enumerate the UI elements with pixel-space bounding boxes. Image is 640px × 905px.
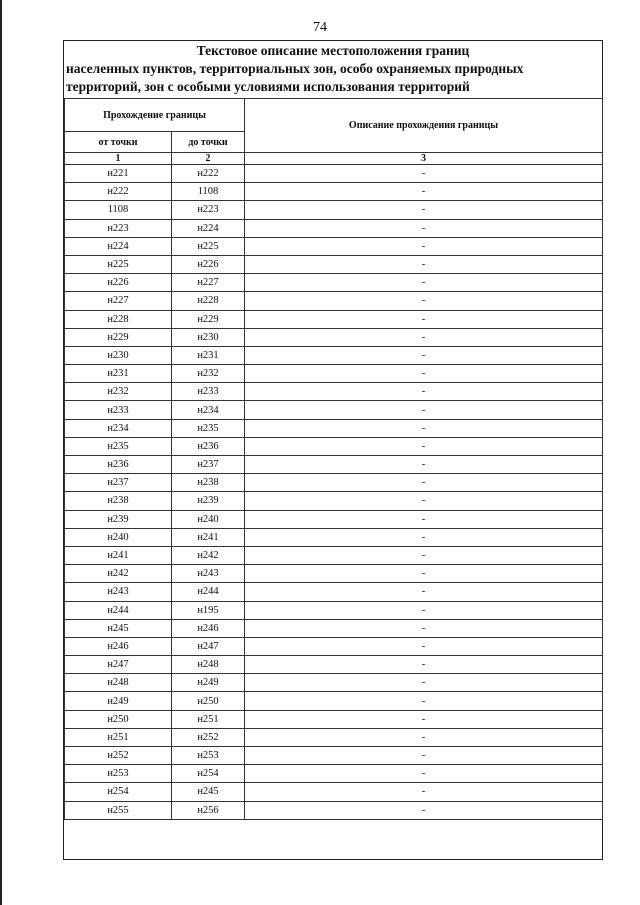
from-point-cell: н224 [65, 237, 172, 255]
from-point-cell: н250 [65, 710, 172, 728]
description-cell: - [245, 747, 603, 765]
description-cell: - [245, 165, 603, 183]
description-cell: - [245, 219, 603, 237]
from-point-header: от точки [65, 132, 172, 153]
from-point-cell: н233 [65, 401, 172, 419]
to-point-cell: н251 [172, 710, 245, 728]
table-row [65, 783, 603, 801]
boundary-passage-header: Прохождение границы [65, 99, 245, 132]
table-row [65, 601, 603, 619]
from-point-cell: н254 [65, 783, 172, 801]
column-number-2: 2 [172, 153, 245, 165]
description-cell: - [245, 565, 603, 583]
empty-footer-cell [65, 819, 603, 858]
table-row [65, 528, 603, 546]
description-cell: - [245, 656, 603, 674]
to-point-cell: н224 [172, 219, 245, 237]
scan-left-edge [0, 0, 2, 905]
from-point-cell: н244 [65, 601, 172, 619]
description-cell: - [245, 201, 603, 219]
from-point-cell: н242 [65, 565, 172, 583]
description-cell: - [245, 255, 603, 273]
empty-footer-row [65, 819, 603, 858]
description-cell: - [245, 619, 603, 637]
description-cell: - [245, 783, 603, 801]
description-cell: - [245, 401, 603, 419]
from-point-cell: н229 [65, 328, 172, 346]
table-row [65, 201, 603, 219]
title-line-3: территорий, зон с особыми условиями использования территорий [66, 79, 470, 94]
table-row [65, 383, 603, 401]
to-point-cell: н252 [172, 728, 245, 746]
table-row [65, 546, 603, 564]
description-cell: - [245, 728, 603, 746]
to-point-cell: н244 [172, 583, 245, 601]
description-cell: - [245, 765, 603, 783]
table-row [65, 346, 603, 364]
table-row [65, 328, 603, 346]
to-point-cell: н231 [172, 346, 245, 364]
to-point-cell: н228 [172, 292, 245, 310]
from-point-cell: н230 [65, 346, 172, 364]
from-point-cell: н222 [65, 183, 172, 201]
column-number-3: 3 [245, 153, 603, 165]
from-point-cell: н234 [65, 419, 172, 437]
to-point-cell: н235 [172, 419, 245, 437]
description-cell: - [245, 492, 603, 510]
from-point-cell: н232 [65, 383, 172, 401]
to-point-cell: н253 [172, 747, 245, 765]
table-row [65, 637, 603, 655]
to-point-cell: н239 [172, 492, 245, 510]
description-cell: - [245, 456, 603, 474]
to-point-cell: н250 [172, 692, 245, 710]
from-point-cell: н248 [65, 674, 172, 692]
table-row [65, 365, 603, 383]
from-point-cell: н235 [65, 437, 172, 455]
to-point-cell: н237 [172, 456, 245, 474]
from-point-cell: н238 [65, 492, 172, 510]
table-row [65, 165, 603, 183]
to-point-cell: н242 [172, 546, 245, 564]
to-point-cell: н240 [172, 510, 245, 528]
table-row [65, 728, 603, 746]
table-row [65, 565, 603, 583]
to-point-cell: н246 [172, 619, 245, 637]
description-cell: - [245, 292, 603, 310]
description-cell: - [245, 710, 603, 728]
description-cell: - [245, 801, 603, 819]
from-point-cell: н249 [65, 692, 172, 710]
to-point-cell: н247 [172, 637, 245, 655]
to-point-cell: н236 [172, 437, 245, 455]
from-point-cell: н237 [65, 474, 172, 492]
column-number-row [65, 153, 603, 165]
table-row [65, 656, 603, 674]
table-row [65, 747, 603, 765]
table-row [65, 219, 603, 237]
to-point-cell: н245 [172, 783, 245, 801]
table-row [65, 255, 603, 273]
description-cell: - [245, 383, 603, 401]
description-cell: - [245, 437, 603, 455]
to-point-cell: н227 [172, 274, 245, 292]
description-cell: - [245, 601, 603, 619]
table-row [65, 583, 603, 601]
table-row [65, 692, 603, 710]
from-point-cell: н231 [65, 365, 172, 383]
description-cell: - [245, 365, 603, 383]
table-header-row-1 [65, 99, 603, 132]
from-point-cell: н245 [65, 619, 172, 637]
to-point-cell: н241 [172, 528, 245, 546]
to-point-cell: н256 [172, 801, 245, 819]
from-point-cell: н243 [65, 583, 172, 601]
to-point-cell: н254 [172, 765, 245, 783]
description-cell: - [245, 474, 603, 492]
table-row [65, 456, 603, 474]
description-cell: - [245, 310, 603, 328]
to-point-cell: н232 [172, 365, 245, 383]
table-row [65, 765, 603, 783]
description-cell: - [245, 510, 603, 528]
to-point-cell: н222 [172, 165, 245, 183]
description-cell: - [245, 583, 603, 601]
table-row [65, 292, 603, 310]
description-cell: - [245, 183, 603, 201]
description-cell: - [245, 274, 603, 292]
to-point-cell: н238 [172, 474, 245, 492]
to-point-cell: н230 [172, 328, 245, 346]
title-line-2: населенных пунктов, территориальных зон, особо охраняемых природных [66, 61, 524, 76]
table-row [65, 419, 603, 437]
from-point-cell: н241 [65, 546, 172, 564]
description-cell: - [245, 674, 603, 692]
from-point-cell: н227 [65, 292, 172, 310]
to-point-header: до точки [172, 132, 245, 153]
table-row [65, 801, 603, 819]
table-row [65, 674, 603, 692]
table-row [65, 237, 603, 255]
from-point-cell: н247 [65, 656, 172, 674]
from-point-cell: н223 [65, 219, 172, 237]
table-row [65, 710, 603, 728]
from-point-cell: 1108 [65, 201, 172, 219]
description-cell: - [245, 692, 603, 710]
table-row [65, 492, 603, 510]
to-point-cell: н248 [172, 656, 245, 674]
description-cell: - [245, 637, 603, 655]
table-row [65, 274, 603, 292]
to-point-cell: н226 [172, 255, 245, 273]
to-point-cell: н225 [172, 237, 245, 255]
description-cell: - [245, 237, 603, 255]
from-point-cell: н246 [65, 637, 172, 655]
to-point-cell: н234 [172, 401, 245, 419]
description-cell: - [245, 346, 603, 364]
description-cell: - [245, 419, 603, 437]
to-point-cell: н233 [172, 383, 245, 401]
document-title [64, 41, 602, 98]
to-point-cell: н195 [172, 601, 245, 619]
from-point-cell: н236 [65, 456, 172, 474]
description-cell: - [245, 528, 603, 546]
table-row [65, 437, 603, 455]
to-point-cell: н223 [172, 201, 245, 219]
from-point-cell: н252 [65, 747, 172, 765]
from-point-cell: н228 [65, 310, 172, 328]
to-point-cell: н229 [172, 310, 245, 328]
from-point-cell: н253 [65, 765, 172, 783]
table-row [65, 310, 603, 328]
from-point-cell: н255 [65, 801, 172, 819]
from-point-cell: н239 [65, 510, 172, 528]
boundary-table [64, 98, 603, 858]
table-row [65, 510, 603, 528]
from-point-cell: н225 [65, 255, 172, 273]
to-point-cell: н243 [172, 565, 245, 583]
description-cell: - [245, 546, 603, 564]
from-point-cell: н240 [65, 528, 172, 546]
table-row [65, 401, 603, 419]
description-cell: - [245, 328, 603, 346]
from-point-cell: н226 [65, 274, 172, 292]
from-point-cell: н251 [65, 728, 172, 746]
column-number-1: 1 [65, 153, 172, 165]
to-point-cell: н249 [172, 674, 245, 692]
table-row [65, 474, 603, 492]
from-point-cell: н221 [65, 165, 172, 183]
table-row [65, 183, 603, 201]
document-frame [63, 40, 603, 860]
table-row [65, 619, 603, 637]
page-number: 74 [313, 20, 327, 35]
title-line-1: Текстовое описание местоположения границ [196, 43, 470, 58]
description-header: Описание прохождения границы [245, 99, 603, 153]
to-point-cell: 1108 [172, 183, 245, 201]
table-body [65, 165, 603, 820]
